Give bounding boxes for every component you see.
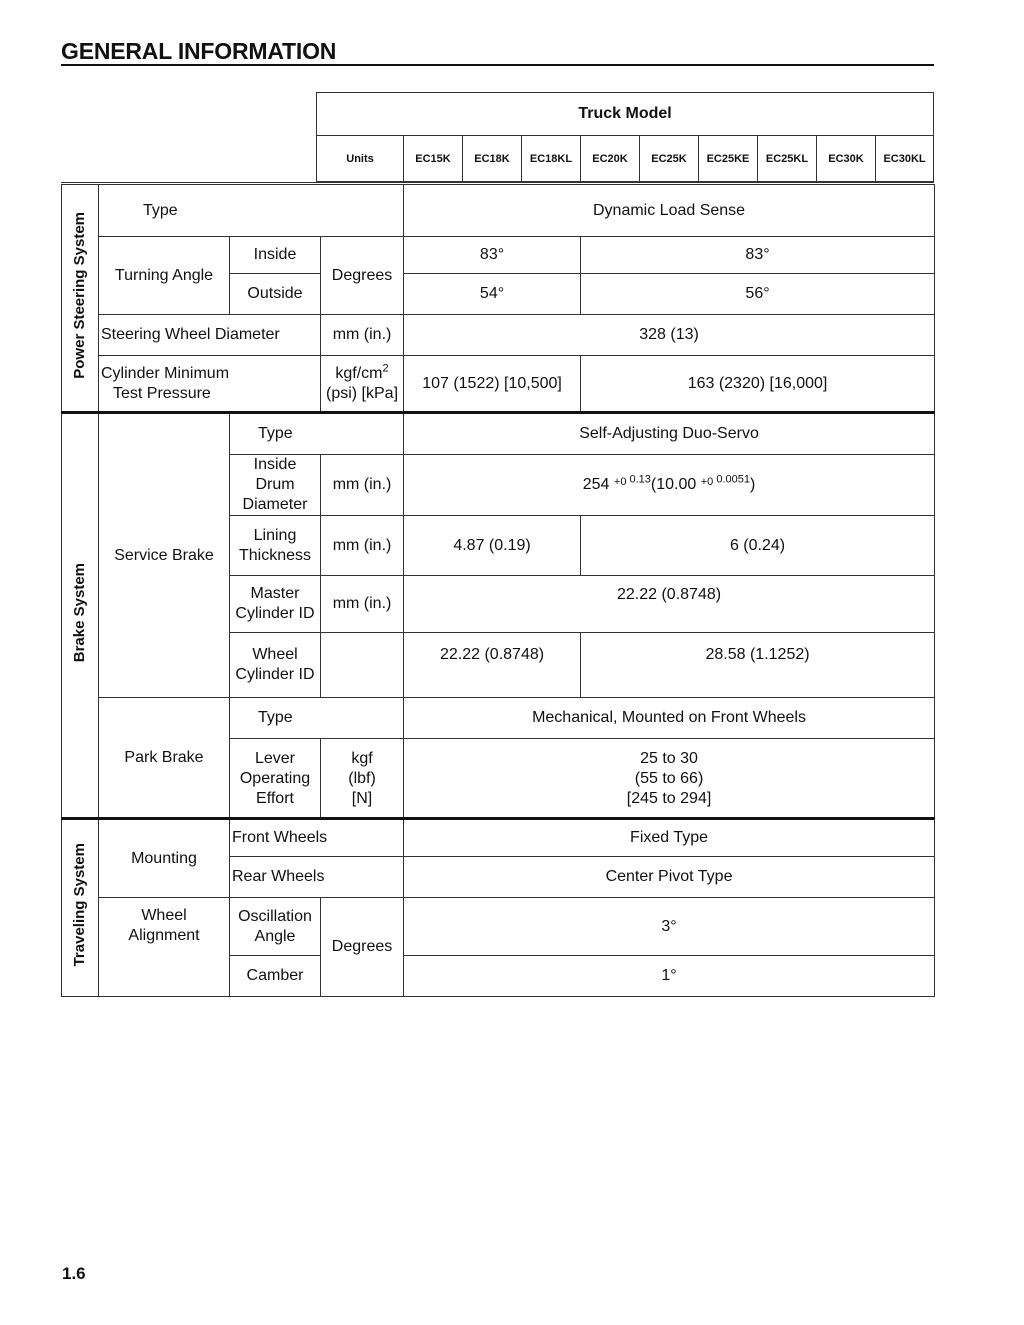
oscillation-angle-label: Oscillation Angle: [230, 898, 321, 956]
inside-label: Inside: [230, 237, 321, 274]
turning-angle-label: Turning Angle: [99, 237, 230, 315]
section-label-traveling: Traveling System: [62, 819, 99, 997]
section-label-brake: Brake System: [62, 413, 99, 819]
cylinder-label-line1: Cylinder Minimum: [101, 365, 230, 382]
steering-type-label: Type: [99, 185, 404, 237]
steering-wheel-diameter-unit: mm (in.): [321, 315, 404, 356]
cylinder-pressure-unit: [321, 356, 404, 413]
master-cylinder-value: 22.22 (0.8748): [404, 576, 935, 633]
mounting-label: Mounting: [99, 819, 230, 898]
steering-wheel-diameter-label: Steering Wheel Diameter: [99, 315, 321, 356]
spec-table: [61, 184, 935, 997]
wheel-cylinder-value: 28.58 (1.1252): [581, 633, 935, 698]
lining-thickness-value: 6 (0.24): [581, 516, 935, 576]
outside-angle-value: 56°: [581, 274, 935, 315]
table-row: [62, 185, 935, 237]
front-wheels-label: Front Wheels: [230, 819, 404, 857]
cylinder-pressure-label: [99, 356, 321, 413]
inside-drum-unit: mm (in.): [321, 455, 404, 516]
units-label: Units: [317, 136, 404, 182]
table-row: [62, 413, 935, 455]
lining-thickness-unit: mm (in.): [321, 516, 404, 576]
lining-thickness-value: 4.87 (0.19): [404, 516, 581, 576]
table-row: [62, 356, 935, 413]
service-brake-label: Service Brake: [99, 413, 230, 698]
lever-effort-label: Lever Operating Effort: [230, 739, 321, 819]
cylinder-unit-sup: 2: [382, 362, 389, 375]
steering-wheel-diameter-value: 328 (13): [404, 315, 935, 356]
rear-wheels-value: Center Pivot Type: [404, 857, 935, 898]
wheel-cylinder-label: Wheel Cylinder ID: [230, 633, 321, 698]
table-row: [62, 698, 935, 739]
model-header: EC25KE: [699, 136, 758, 182]
truck-model-header: [316, 92, 934, 182]
inside-angle-value: 83°: [404, 237, 581, 274]
model-header: EC25K: [640, 136, 699, 182]
inside-drum-value: 254 $_{+0}$ $^{0.13}$(10.00 $_{+0}$ $^{0.0051}$): [404, 455, 935, 516]
model-header: EC15K: [404, 136, 463, 182]
cylinder-pressure-value: 107 (1522) [10,500]: [404, 356, 581, 413]
model-header: EC30KL: [876, 136, 934, 182]
table-row: [62, 315, 935, 356]
cylinder-pressure-value: 163 (2320) [16,000]: [581, 356, 935, 413]
alignment-degrees-unit: Degrees: [321, 898, 404, 997]
truck-model-label: Truck Model: [317, 93, 934, 136]
service-brake-type-value: Self-Adjusting Duo-Servo: [404, 413, 935, 455]
model-header: EC18KL: [522, 136, 581, 182]
inside-angle-value: 83°: [581, 237, 935, 274]
park-brake-type-label: Type: [230, 698, 404, 739]
service-brake-type-label: Type: [230, 413, 404, 455]
section-label-power-steering: Power Steering System: [62, 185, 99, 413]
rear-wheels-label: Rear Wheels: [230, 857, 404, 898]
wheel-cylinder-value: 22.22 (0.8748): [404, 633, 581, 698]
outside-angle-value: 54°: [404, 274, 581, 315]
wheel-alignment-label: Wheel Alignment: [99, 898, 230, 997]
oscillation-angle-value: 3°: [404, 898, 935, 956]
cylinder-unit-line1: kgf/cm: [335, 365, 383, 382]
degrees-unit: Degrees: [321, 237, 404, 315]
model-header: EC30K: [817, 136, 876, 182]
page-number: 1.6: [62, 1264, 86, 1283]
lever-effort-unit: kgf (lbf) [N]: [321, 739, 404, 819]
camber-value: 1°: [404, 956, 935, 997]
table-row: [62, 898, 935, 956]
lining-thickness-label: Lining Thickness: [230, 516, 321, 576]
front-wheels-value: Fixed Type: [404, 819, 935, 857]
master-cylinder-label: Master Cylinder ID: [230, 576, 321, 633]
outside-label: Outside: [230, 274, 321, 315]
lever-effort-value: 25 to 30 (55 to 66) [245 to 294]: [404, 739, 935, 819]
inside-drum-label: Inside Drum Diameter: [230, 455, 321, 516]
table-row: [62, 237, 935, 274]
cylinder-unit-line2: (psi) [kPa]: [326, 385, 399, 402]
page-title: GENERAL INFORMATION: [61, 38, 337, 64]
steering-type-value: Dynamic Load Sense: [404, 185, 935, 237]
park-brake-type-value: Mechanical, Mounted on Front Wheels: [404, 698, 935, 739]
park-brake-label: Park Brake: [99, 698, 230, 819]
model-header: EC25KL: [758, 136, 817, 182]
title-rule: [61, 64, 934, 66]
model-header: EC20K: [581, 136, 640, 182]
camber-label: Camber: [230, 956, 321, 997]
table-row: [62, 819, 935, 857]
master-cylinder-unit: mm (in.): [321, 576, 404, 633]
wheel-cylinder-unit: [321, 633, 404, 698]
cylinder-label-line2: Test Pressure: [113, 385, 211, 402]
table-top-rule: [61, 182, 934, 183]
model-header: EC18K: [463, 136, 522, 182]
